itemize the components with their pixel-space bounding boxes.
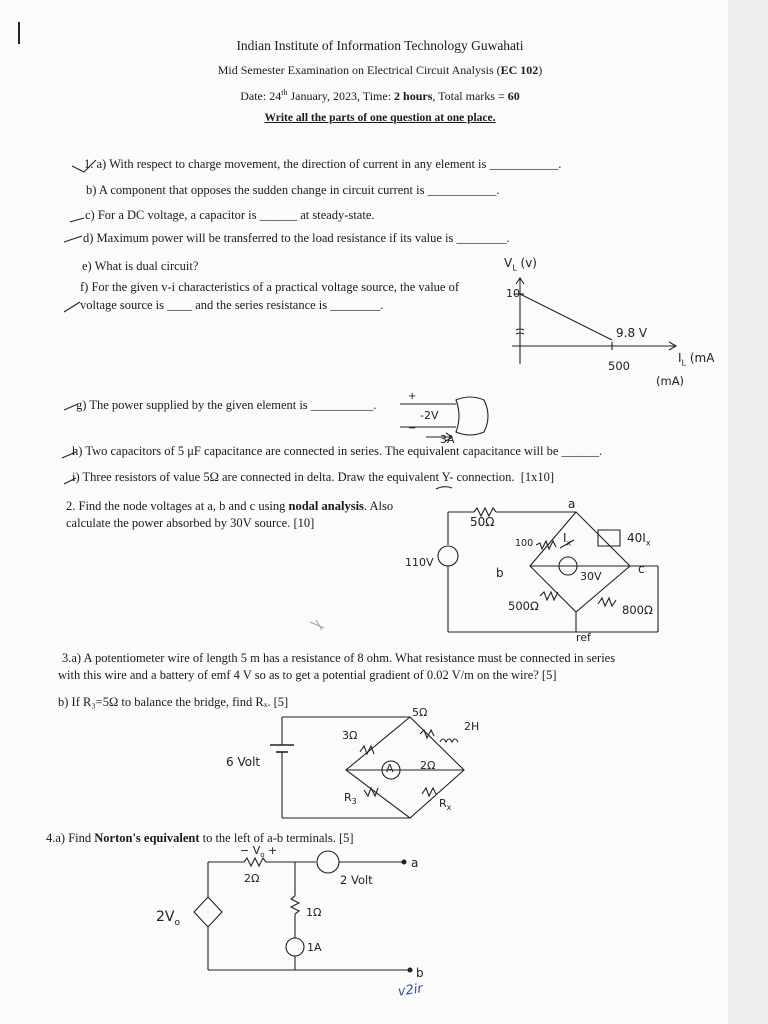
q2-dep-label: $40I_x$ — [627, 531, 651, 548]
q2-v110-source — [438, 546, 458, 566]
q3-b: b) If R₃=5Ω to balance the bridge, find Rₓ. [5] — [58, 695, 289, 709]
q4-r1-resistor — [291, 896, 299, 914]
vi-graph-y-label: $V_L$ (v) — [504, 256, 537, 273]
q1-g-element — [400, 397, 488, 441]
q1-d: d) Maximum power will be transferred to the load resistance if its value is ________. — [83, 231, 510, 245]
q2-r500-label: 500Ω — [508, 599, 539, 613]
tick-mark — [64, 404, 78, 410]
q3-a-line2: with this wire and a battery of emf 4 V so as to get a potential gradient of 0.02 V/m on the wire? [5] — [58, 668, 557, 682]
q4-terminal-b-dot — [408, 968, 412, 972]
q2-r500-resistor — [540, 592, 558, 600]
q4-vsrc — [317, 851, 339, 873]
q2-v30-label: 30V — [580, 570, 602, 583]
q1-a: 1. a) With respect to charge movement, the direction of current in any element is ___________. — [84, 157, 562, 171]
q4-circuit — [194, 851, 412, 972]
q4-isrc — [286, 938, 304, 956]
q4-dep-label: $2V_o$ — [156, 909, 180, 928]
tick-mark — [64, 302, 80, 312]
q4-r1-label: 1Ω — [306, 906, 322, 919]
element-minus: − — [408, 423, 417, 434]
pen-stroke — [436, 487, 452, 489]
q3-bridge — [346, 717, 464, 818]
q2-r100-label: 100 — [515, 538, 534, 549]
q3-r3ohm-resistor — [360, 746, 374, 754]
q2-line1: 2. Find the node voltages at a, b and c using nodal analysis. Also — [66, 499, 394, 513]
q2-bridge — [530, 512, 630, 612]
q4-r2-resistor — [244, 858, 266, 866]
q2-r800-label: 800Ω — [622, 603, 653, 617]
q4-dep-source — [194, 897, 222, 927]
q1-c: c) For a DC voltage, a capacitor is ______ at steady-state. — [85, 208, 375, 222]
q1-h: h) Two capacitors of 5 μF capacitance are connected in series. The equivalent capacitance will be ______. — [72, 444, 603, 458]
q3-rx-resistor — [422, 788, 436, 796]
q2-node-b: b — [496, 566, 504, 580]
vi-graph-x-unit: (mA) — [656, 374, 685, 388]
q2-ix-label: $I_x$ — [563, 531, 572, 548]
vi-graph-line — [520, 294, 612, 340]
q4-r2-label: 2Ω — [244, 872, 260, 885]
q1-f-line2: voltage source is ____ and the series resistance is ________. — [80, 298, 384, 312]
q3-r2ohm-label: 2Ω — [420, 759, 436, 772]
q4-terminal-a-dot — [402, 860, 406, 864]
q1-b: b) A component that opposes the sudden change in circuit current is ___________. — [86, 183, 500, 197]
q2-line2: calculate the power absorbed by 30V source. [10] — [66, 516, 315, 530]
q4-terminal-a: a — [411, 856, 419, 870]
element-plus: + — [408, 391, 417, 402]
exam-date-line: Date: 24th January, 2023, Time: 2 hours, Total marks = 60 — [240, 88, 520, 103]
q1-e: e) What is dual circuit? — [82, 259, 199, 273]
institute-name: Indian Institute of Information Technology Guwahati — [236, 38, 524, 53]
signature-scribble: v2ir — [397, 981, 424, 1000]
q3-circuit — [270, 717, 464, 818]
vi-graph — [512, 278, 676, 364]
q3-r3-label: $R_3$ — [344, 791, 357, 807]
element-current-arrow — [426, 433, 452, 441]
q2-r50-resistor — [474, 508, 496, 516]
q4-vo-label: − $V_o$ + — [240, 844, 278, 860]
q4-isrc-label: 1A — [307, 941, 322, 954]
q1-f-line1: f) For the given v-i characteristics of a practical voltage source, the value of — [80, 280, 460, 294]
q2-node-a: a — [568, 497, 576, 511]
q2-r50-label: 50Ω — [470, 515, 495, 529]
q2-ref-label: ref — [576, 631, 591, 644]
q1-i: i) Three resistors of value 5Ω are connected in delta. Draw the equivalent Y- connection. [1x10] — [72, 470, 555, 484]
vi-graph-x-label: $I_L$ (mA — [678, 351, 715, 368]
q3-battery-label: 6 Volt — [226, 755, 261, 769]
exam-instruction: Write all the parts of one question at one place. — [264, 112, 496, 124]
q2-v110-label: 110V — [405, 556, 434, 569]
tick-mark — [70, 218, 84, 222]
q2-circuit — [438, 508, 658, 632]
vi-graph-y-tick: 10 — [506, 287, 520, 300]
tick-mark — [64, 478, 76, 484]
element-body — [456, 397, 488, 435]
q2-r800-resistor — [598, 598, 616, 606]
vi-graph-end-label: 9.8 V — [616, 326, 648, 340]
q3-r3ohm-label: 3Ω — [342, 729, 358, 742]
pen-stroke — [310, 620, 324, 630]
q3-a-line1: 3.a) A potentiometer wire of length 5 m has a resistance of 8 ohm. What resistance must be connected in series — [62, 651, 616, 665]
q3-r5ohm-label: 5Ω — [412, 706, 428, 719]
q4-terminal-b: b — [416, 966, 424, 980]
q4-a: 4.a) Find Norton's equivalent to the left of a-b terminals. [5] — [46, 831, 354, 845]
q2-ix-arrow — [560, 540, 574, 548]
element-voltage: -2V — [420, 409, 439, 422]
q2-node-c: c — [638, 562, 645, 576]
q3-ammeter-label: A — [386, 762, 394, 775]
tick-mark — [64, 236, 82, 242]
element-current: 3A — [440, 433, 455, 446]
vi-graph-x-tick: 500 — [608, 359, 630, 373]
exam-title: Mid Semester Examination on Electrical Circuit Analysis (EC 102) — [217, 63, 543, 77]
q1-g: g) The power supplied by the given element is __________. — [76, 398, 377, 412]
q4-vsrc-label: 2 Volt — [340, 873, 373, 887]
q3-inductor-label: 2H — [464, 720, 480, 733]
q3-rx-label: $R_x$ — [439, 797, 452, 813]
tick-mark — [62, 452, 76, 458]
tick-mark — [72, 160, 96, 172]
q3-inductor — [440, 739, 458, 742]
